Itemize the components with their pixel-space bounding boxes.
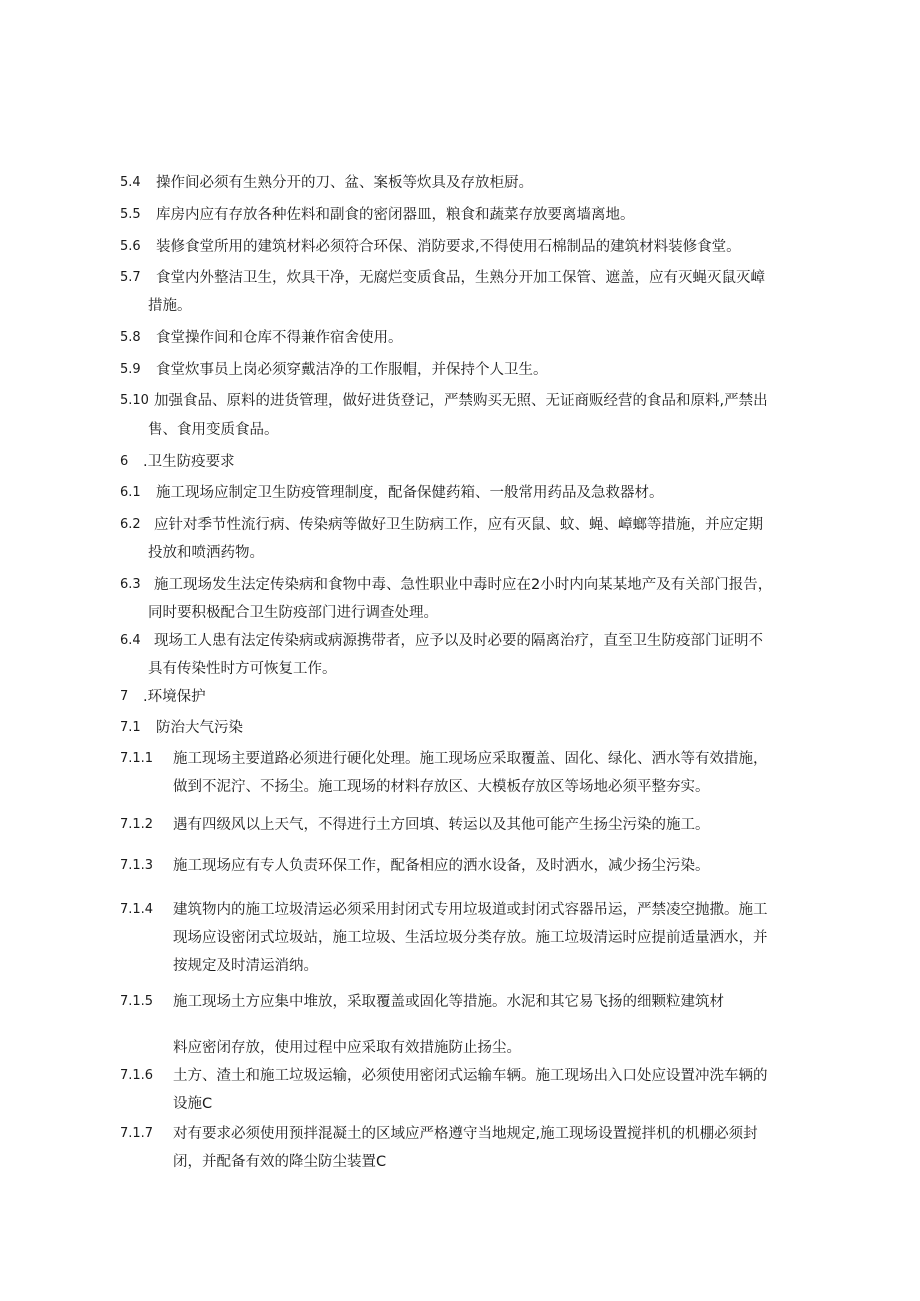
- item-text: 施工现场土方应集中堆放，采取覆盖或固化等措施。水泥和其它易飞扬的细颗粒建筑材: [173, 994, 724, 1010]
- item-text-continued: 投放和喷洒药物。: [148, 545, 264, 561]
- item-number: 5.8: [120, 330, 141, 345]
- item-text-continued: 按规定及时清运消纳。: [173, 958, 318, 974]
- item-number: 7.1.3: [120, 858, 154, 873]
- item-number: 7.1.4: [120, 902, 154, 917]
- item-text: 食堂炊事员上岗必须穿戴洁净的工作服帽，并保持个人卫生。: [156, 362, 548, 378]
- subsection-number: 7.1: [120, 720, 141, 735]
- item-text: 装修食堂所用的建筑材料必须符合环保、消防要求,不得使用石棉制品的建筑材料装修食堂。: [156, 239, 741, 255]
- item-text: 施工现场应制定卫生防疫管理制度，配备保健药箱、一般常用药品及急救器材。: [156, 485, 664, 501]
- item-text: 土方、渣土和施工垃圾运输，必须使用密闭式运输车辆。施工现场出入口处应设置冲洗车辆的: [173, 1068, 768, 1084]
- item-number: 5.10: [120, 393, 149, 408]
- item-number: 5.7: [120, 270, 141, 285]
- item-text: 施工现场发生法定传染病和食物中毒、急性职业中毒时应在2小时内向某某地产及有关部门报告，: [154, 577, 773, 593]
- item-text: 遇有四级风以上天气，不得进行土方回填、转运以及其他可能产生扬尘污染的施工。: [173, 817, 710, 833]
- subsection-heading: 防治大气污染: [156, 720, 243, 736]
- item-text-continued: 同时要积极配合卫生防疫部门进行调查处理。: [148, 605, 438, 621]
- section-number: 7: [120, 689, 129, 704]
- section-number: 6: [120, 454, 129, 469]
- item-number: 7.1.5: [120, 994, 154, 1009]
- item-number: 5.6: [120, 239, 141, 254]
- item-text: 食堂操作间和仓库不得兼作宿舍使用。: [156, 330, 403, 346]
- item-text: 应针对季节性流行病、传染病等做好卫生防病工作，应有灭鼠、蚊、蝇、嶂螂等措施，并应定期: [154, 517, 763, 533]
- item-number: 5.4: [120, 175, 141, 190]
- item-number: 6.3: [120, 577, 141, 592]
- item-text: 库房内应有存放各种佐料和副食的密闭器皿，粮食和蔬菜存放要离墙离地。: [156, 207, 635, 223]
- item-text: 施工现场应有专人负责环保工作，配备相应的洒水设备，及时洒水，减少扬尘污染。: [173, 858, 710, 874]
- item-text: 施工现场主要道路必须进行硬化处理。施工现场应采取覆盖、固化、绿化、洒水等有效措施，: [173, 751, 768, 767]
- item-text-continued: 具有传染性时方可恢复工作。: [148, 661, 337, 677]
- item-number: 7.1.7: [120, 1126, 154, 1141]
- item-number: 5.9: [120, 362, 141, 377]
- item-text: 对有要求必须使用预拌混凝土的区域应严格遵守当地规定,施工现场设置搅拌机的机棚必须封: [173, 1126, 758, 1142]
- item-text: 食堂内外整洁卫生，炊具干净，无腐烂变质食品，生熟分开加工保管、遮盖，应有灭蝇灭鼠灭嶂: [156, 270, 765, 286]
- item-text-continued: 闭，并配备有效的降尘防尘装置C: [173, 1154, 387, 1170]
- item-text-continued: 措施。: [148, 298, 192, 314]
- item-text: 操作间必须有生熟分开的刀、盆、案板等炊具及存放柜厨。: [156, 175, 533, 191]
- item-number: 7.1.1: [120, 751, 154, 766]
- item-text: 现场工人患有法定传染病或病源携带者，应予以及时必要的隔离治疗，直至卫生防疫部门证明不: [154, 633, 763, 649]
- item-number: 5.5: [120, 207, 141, 222]
- item-number: 6.1: [120, 485, 141, 500]
- item-text-continued: 做到不泥泞、不扬尘。施工现场的材料存放区、大模板存放区等场地必须平整夯实。: [173, 779, 710, 795]
- item-number: 6.4: [120, 633, 141, 648]
- item-number: 7.1.2: [120, 817, 154, 832]
- item-text-continued: 料应密闭存放，使用过程中应采取有效措施防止扬尘。: [173, 1040, 521, 1056]
- section-heading: .环境保护: [143, 689, 206, 705]
- item-number: 7.1.6: [120, 1068, 154, 1083]
- item-text-continued: 设施C: [173, 1096, 213, 1112]
- item-text: 加强食品、原料的进货管理，做好进货登记，严禁购买无照、无证商贩经营的食品和原料,严禁出: [154, 393, 768, 409]
- item-text-continued: 售、食用变质食品。: [148, 422, 279, 438]
- section-heading: .卫生防疫要求: [143, 454, 235, 470]
- item-number: 6.2: [120, 517, 141, 532]
- item-text: 建筑物内的施工垃圾清运必须采用封闭式专用垃圾道或封闭式容器吊运，严禁凌空抛撒。施工: [173, 902, 768, 918]
- item-text-continued: 现场应设密闭式垃圾站，施工垃圾、生活垃圾分类存放。施工垃圾清运时应提前适量洒水，并: [173, 930, 768, 946]
